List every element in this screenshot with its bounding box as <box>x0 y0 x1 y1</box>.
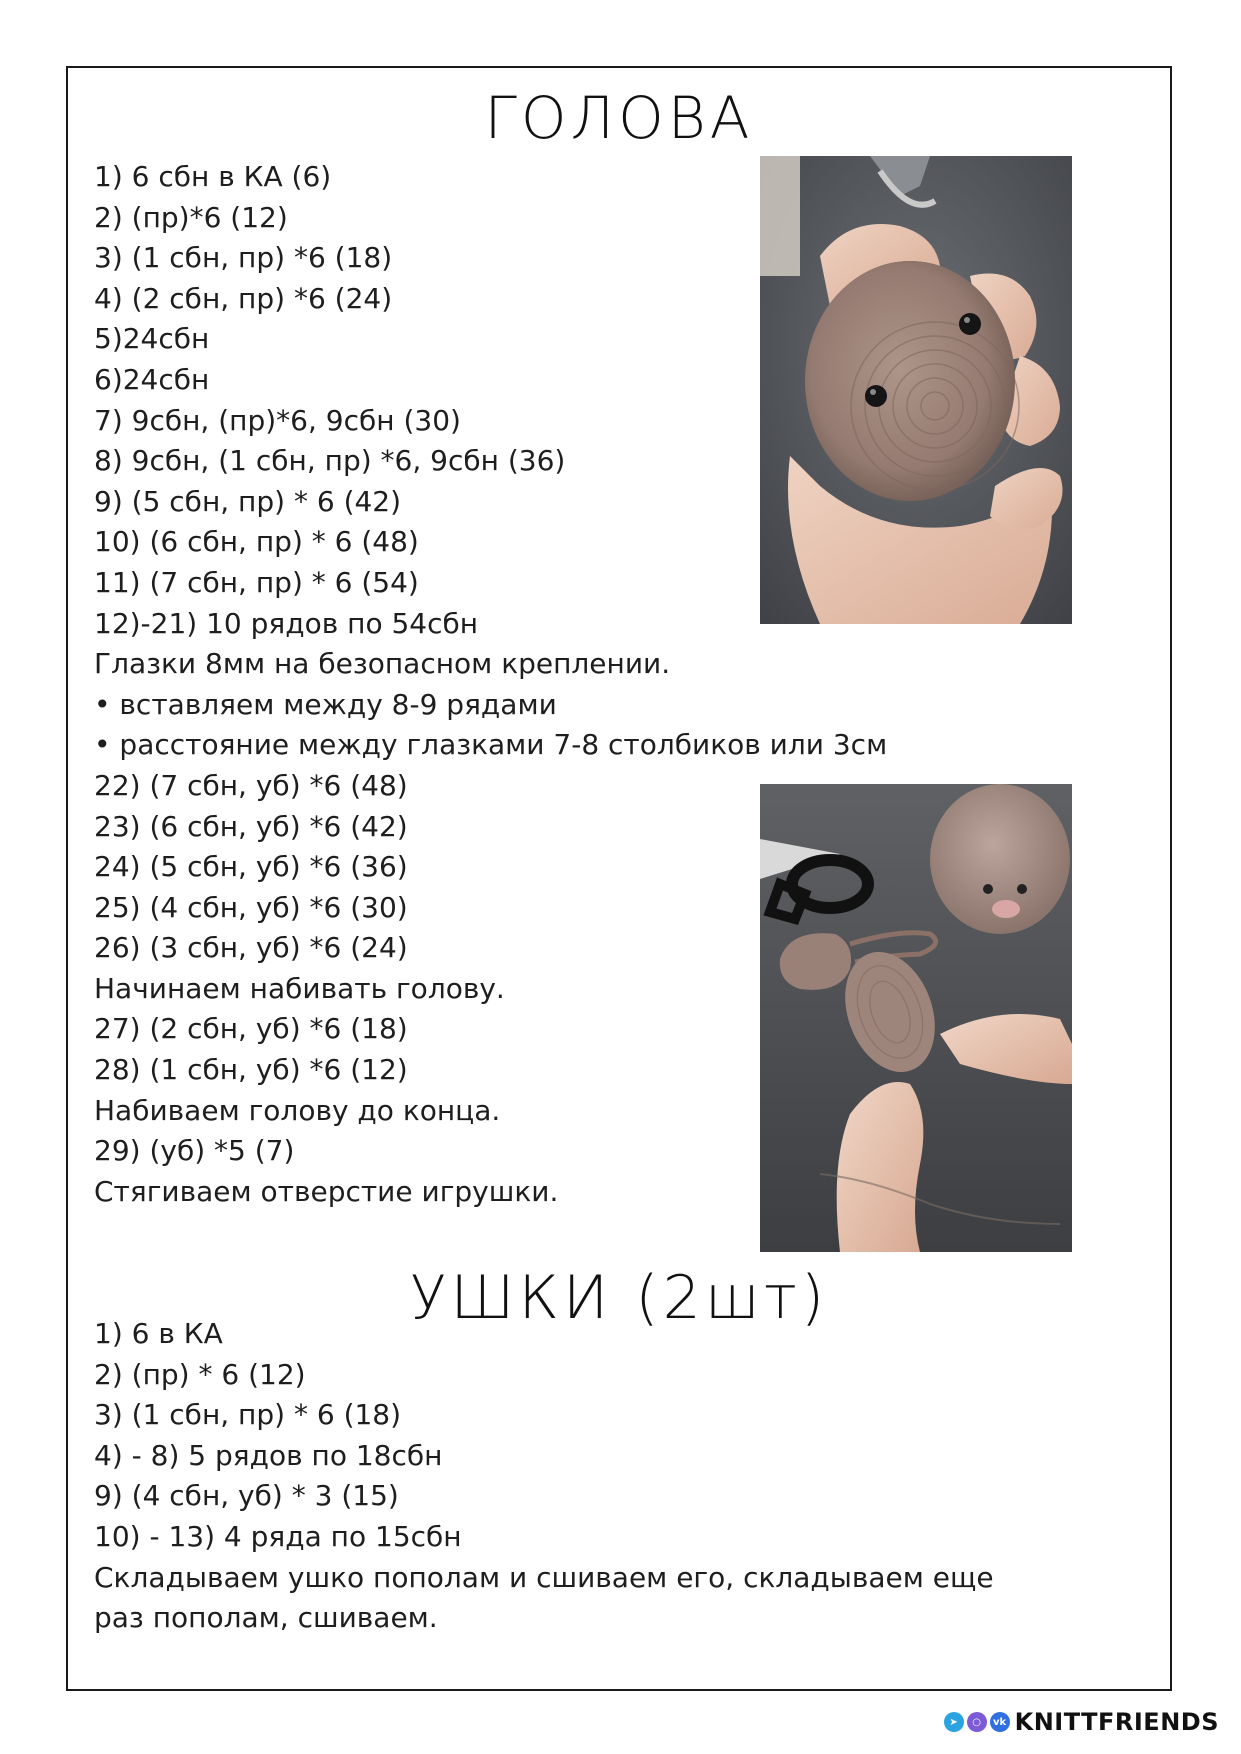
instruction-row: 1) 6 в КА <box>94 1317 223 1350</box>
vk-icon[interactable]: vk <box>990 1712 1010 1732</box>
instruction-note: • вставляем между 8-9 рядами <box>94 687 557 721</box>
brand-signature <box>944 1708 1219 1736</box>
instruction-row: 25) (4 сбн, уб) *6 (30) <box>94 890 408 924</box>
brand-name: KNITTFRIENDS <box>1014 1708 1219 1736</box>
instruction-row: 4) (2 сбн, пр) *6 (24) <box>94 281 393 315</box>
head-section-title: ГОЛОВА <box>484 84 754 152</box>
instruction-row: 9) (4 сбн, уб) * 3 (15) <box>94 1479 399 1513</box>
instruction-row: 2) (пр) * 6 (12) <box>94 1357 306 1391</box>
instruction-row: 22) (7 сбн, уб) *6 (48) <box>94 768 408 802</box>
instruction-row: 9) (5 сбн, пр) * 6 (42) <box>94 484 402 518</box>
instruction-row: 2) (пр)*6 (12) <box>94 200 288 234</box>
instruction-row: 4) - 8) 5 рядов по 18сбн <box>94 1438 443 1472</box>
instruction-row: 29) (уб) *5 (7) <box>94 1134 295 1168</box>
instruction-note: Складываем ушко пополам и сшиваем его, складываем еще <box>94 1560 994 1594</box>
instruction-note: Стягиваем отверстие игрушки. <box>94 1174 559 1208</box>
instruction-row: 3) (1 сбн, пр) * 6 (18) <box>94 1398 402 1432</box>
instruction-row: 26) (3 сбн, уб) *6 (24) <box>94 931 408 965</box>
instruction-row: 1) 6 сбн в КА (6) <box>94 160 332 193</box>
instruction-row: 8) 9сбн, (1 сбн, пр) *6, 9сбн (36) <box>94 444 566 478</box>
instruction-row: 23) (6 сбн, уб) *6 (42) <box>94 809 408 843</box>
instruction-row: 11) (7 сбн, пр) * 6 (54) <box>94 565 419 599</box>
instruction-note: раз пополам, сшиваем. <box>94 1601 438 1635</box>
instruction-row: 7) 9сбн, (пр)*6, 9сбн (30) <box>94 403 461 437</box>
ears-instructions <box>94 1314 994 1639</box>
head-photo <box>760 156 1072 624</box>
instruction-row: 12)-21) 10 рядов по 54сбн <box>94 606 479 640</box>
instruction-note: Глазки 8мм на безопасном креплении. <box>94 647 671 681</box>
instruction-note: Начинаем набивать голову. <box>94 971 505 1005</box>
instruction-row: 6)24сбн <box>94 362 210 396</box>
pattern-page-frame <box>66 66 1172 1691</box>
instruction-note: • расстояние между глазками 7-8 столбиков или 3см <box>94 728 888 762</box>
instruction-row: 24) (5 сбн, уб) *6 (36) <box>94 850 408 884</box>
ears-section-title: УШКИ (2шт) <box>409 1263 829 1333</box>
ok-icon[interactable]: ○ <box>967 1712 987 1732</box>
instruction-row: 27) (2 сбн, уб) *6 (18) <box>94 1012 408 1046</box>
telegram-icon[interactable]: ➤ <box>944 1712 964 1732</box>
instruction-note: Набиваем голову до конца. <box>94 1093 501 1127</box>
instruction-row: 5)24сбн <box>94 322 210 356</box>
instruction-row: 10) - 13) 4 ряда по 15сбн <box>94 1519 462 1553</box>
instruction-row: 10) (6 сбн, пр) * 6 (48) <box>94 525 419 559</box>
instruction-row: 28) (1 сбн, уб) *6 (12) <box>94 1053 408 1087</box>
ears-photo <box>760 784 1072 1252</box>
instruction-row: 3) (1 сбн, пр) *6 (18) <box>94 241 393 275</box>
